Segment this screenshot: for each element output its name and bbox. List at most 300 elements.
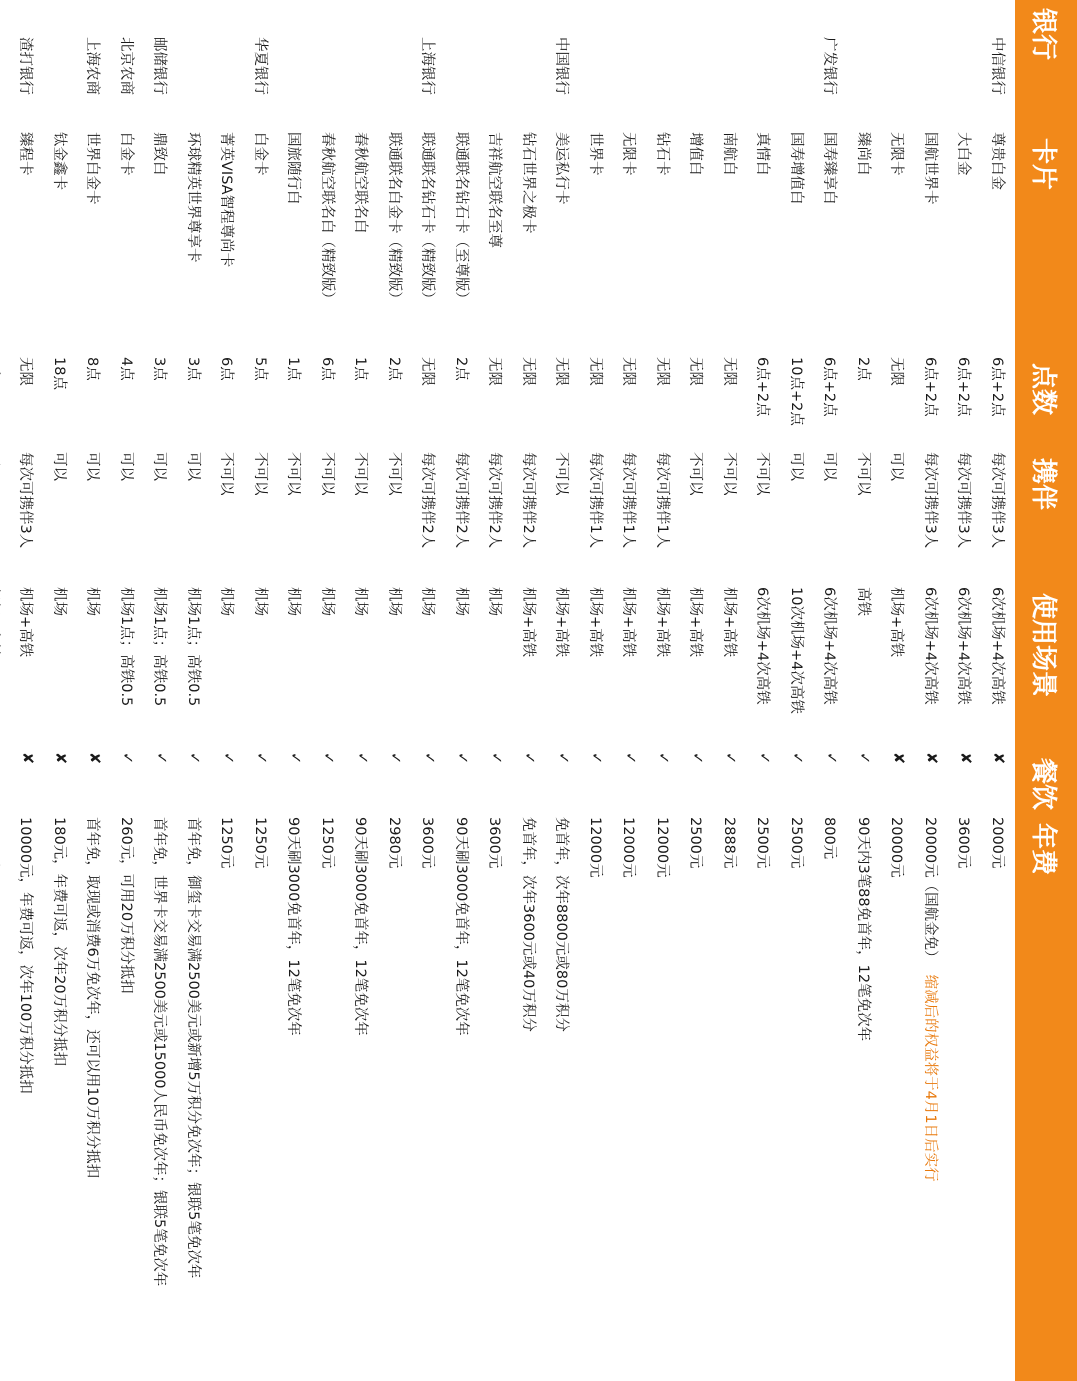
fee-cell-text: 免首年，次年3600元或40万积分 — [519, 817, 536, 1032]
companion-cell — [982, 450, 1016, 585]
usage-cell-text: 高铁 — [854, 587, 871, 616]
points-cell-text: 无限 — [519, 357, 536, 386]
usage-cell — [412, 585, 446, 750]
usage-cell-text: 机场 — [352, 587, 369, 616]
usage-cell — [982, 585, 1016, 750]
points-cell — [0, 355, 10, 450]
points-cell-text: 6点 — [218, 357, 235, 381]
fee-cell — [647, 815, 681, 1381]
card-cell — [379, 130, 413, 355]
usage-cell-text: 机场1点；高铁0.5 — [117, 587, 134, 707]
companion-cell — [178, 450, 212, 585]
bank-cell — [680, 0, 714, 130]
table-row — [77, 0, 111, 1381]
bank-cell — [546, 0, 580, 130]
fee-cell — [747, 815, 781, 1381]
points-cell-text: 无限 — [687, 357, 704, 386]
usage-cell — [0, 585, 10, 750]
fee-cell — [144, 815, 178, 1381]
card-cell — [714, 130, 748, 355]
companion-cell-text: 不可以 — [553, 452, 570, 496]
table-row — [613, 0, 647, 1381]
companion-cell — [144, 450, 178, 585]
table-row — [44, 0, 78, 1381]
dining-cell — [178, 750, 212, 815]
points-cell-text: 6点+2点 — [955, 357, 972, 417]
dining-cell-text: ✓ — [722, 752, 739, 765]
bank-cell — [982, 0, 1016, 130]
dining-cell-text: ✓ — [387, 752, 404, 765]
fee-cell — [680, 815, 714, 1381]
companion-cell-text: 每次可携伴2人 — [519, 452, 536, 549]
points-cell — [580, 355, 614, 450]
fee-cell — [546, 815, 580, 1381]
fee-cell-text: 2888元 — [720, 817, 737, 869]
points-cell-text: 无限 — [620, 357, 637, 386]
dining-cell-text: ✓ — [755, 752, 772, 765]
bank-cell-text: 北京农商 — [117, 37, 134, 95]
companion-cell — [278, 450, 312, 585]
usage-cell-text: 机场 — [285, 587, 302, 616]
fee-cell-text: 90天刷3000免首年，12笔免次年 — [452, 817, 469, 1036]
card-cell — [781, 130, 815, 355]
companion-cell — [714, 450, 748, 585]
usage-cell-text: 6次机场+4次高铁 — [955, 587, 972, 705]
card-cell-text: 美运私行卡 — [553, 132, 570, 205]
fee-cell — [446, 815, 480, 1381]
card-cell-text: 联通联名钻石卡（至尊版） — [452, 132, 469, 306]
points-cell-text: 2点 — [385, 357, 402, 381]
bank-cell — [44, 0, 78, 130]
points-cell — [546, 355, 580, 450]
companion-cell — [613, 450, 647, 585]
points-cell-text: 6点 — [318, 357, 335, 381]
dining-cell — [312, 750, 346, 815]
card-cell-text: 国寿增值白 — [787, 132, 804, 205]
fee-cell — [613, 815, 647, 1381]
points-cell-text: 无限 — [486, 357, 503, 386]
companion-cell — [77, 450, 111, 585]
bank-cell — [613, 0, 647, 130]
companion-cell-text: 不可以 — [754, 452, 771, 496]
bank-cell-text: 上海农商 — [84, 37, 101, 95]
companion-cell — [546, 450, 580, 585]
dining-cell-text: ✓ — [219, 752, 236, 765]
fee-cell-text: 首年免，世界卡交易满2500美元或15000人民币免次年；银联5笔免次年 — [151, 817, 168, 1287]
usage-cell-text: 机场+高铁 — [17, 587, 34, 658]
bank-cell — [580, 0, 614, 130]
points-cell-text: 无限 — [586, 357, 603, 386]
card-cell-text: 白金卡 — [117, 132, 134, 176]
fee-cell — [312, 815, 346, 1381]
fee-cell — [345, 815, 379, 1381]
bank-cell — [245, 0, 279, 130]
card-cell — [848, 130, 882, 355]
companion-cell — [44, 450, 78, 585]
dining-cell-text: ✓ — [454, 752, 471, 765]
dining-cell — [379, 750, 413, 815]
usage-cell — [211, 585, 245, 750]
fee-cell-text: 260元，可用20万积分抵扣 — [117, 817, 134, 994]
usage-cell-text: 机场 — [218, 587, 235, 616]
card-cell-text: 无限卡 — [620, 132, 637, 176]
card-cell — [513, 130, 547, 355]
dining-cell — [345, 750, 379, 815]
card-cell-text: 钻石世界之极卡 — [519, 132, 536, 234]
dining-cell — [647, 750, 681, 815]
usage-cell-text: 机场 — [419, 587, 436, 616]
points-cell — [446, 355, 480, 450]
usage-cell — [513, 585, 547, 750]
card-cell-text: 增值白 — [687, 132, 704, 176]
card-cell-text: 臻程卡 — [17, 132, 34, 176]
fee-cell — [479, 815, 513, 1381]
fee-cell-text: 20000元（国航金免） — [921, 817, 938, 965]
points-cell-text: 6点+2点 — [988, 357, 1005, 417]
dining-cell — [412, 750, 446, 815]
dining-cell — [680, 750, 714, 815]
card-cell-text: 联通联名钻石卡（精致版） — [419, 132, 436, 306]
header-card: 卡片 — [1028, 138, 1059, 191]
usage-cell — [915, 585, 949, 750]
dining-cell-text: ✘ — [18, 752, 35, 765]
points-cell — [781, 355, 815, 450]
fee-cell-text: 12000元 — [620, 817, 637, 878]
companion-cell — [211, 450, 245, 585]
usage-cell-text: 6次机场+4次高铁 — [921, 587, 938, 705]
card-cell — [345, 130, 379, 355]
fee-cell-text: 3600元 — [486, 817, 503, 869]
companion-cell — [747, 450, 781, 585]
dining-cell — [881, 750, 915, 815]
fee-cell-text: 1250元 — [218, 817, 235, 869]
fee-cell — [915, 815, 949, 1381]
dining-cell — [915, 750, 949, 815]
usage-cell-text: 机场 — [486, 587, 503, 616]
usage-cell — [10, 585, 44, 750]
card-cell — [580, 130, 614, 355]
dining-cell-text: ✓ — [186, 752, 203, 765]
points-cell-text: 无限 — [720, 357, 737, 386]
companion-cell-text: 可以 — [888, 452, 905, 481]
dining-cell — [10, 750, 44, 815]
companion-cell-text: 不可以 — [352, 452, 369, 496]
table-row — [379, 0, 413, 1381]
fee-cell-text: 3600元 — [419, 817, 436, 869]
companion-cell-text: 每次可携伴1人 — [620, 452, 637, 549]
fee-cell — [714, 815, 748, 1381]
usage-cell — [379, 585, 413, 750]
dining-cell-text: ✓ — [655, 752, 672, 765]
companion-cell-text: 可以 — [151, 452, 168, 481]
card-cell — [479, 130, 513, 355]
card-cell — [10, 130, 44, 355]
header-companion: 携伴 — [1028, 458, 1059, 511]
card-cell — [211, 130, 245, 355]
card-cell — [44, 130, 78, 355]
fee-cell — [513, 815, 547, 1381]
card-cell-text: 南航白 — [720, 132, 737, 176]
fee-cell — [77, 815, 111, 1381]
card-cell — [144, 130, 178, 355]
header-points: 点数 — [1028, 363, 1059, 416]
dining-cell-text: ✓ — [588, 752, 605, 765]
dining-cell-text: ✘ — [52, 752, 69, 765]
card-cell — [982, 130, 1016, 355]
fee-cell-text: 90天刷3000免首年，12笔免次年 — [352, 817, 369, 1036]
card-cell — [613, 130, 647, 355]
table-row — [781, 0, 815, 1381]
companion-cell-text: 每次可携伴1人 — [653, 452, 670, 549]
points-cell — [379, 355, 413, 450]
fee-cell — [379, 815, 413, 1381]
usage-cell-text: 机场+高铁 — [586, 587, 603, 658]
dining-cell-text: ✓ — [286, 752, 303, 765]
card-cell-text: 联通联名白金卡（精致版） — [385, 132, 402, 306]
card-cell — [278, 130, 312, 355]
table-row — [278, 0, 312, 1381]
dining-cell — [781, 750, 815, 815]
table-row — [345, 0, 379, 1381]
usage-cell-text: 机场 — [385, 587, 402, 616]
bank-cell — [111, 0, 145, 130]
dining-cell — [948, 750, 982, 815]
dining-cell-text: ✘ — [956, 752, 973, 765]
card-cell-text: 国旅随行白 — [285, 132, 302, 205]
dining-cell — [513, 750, 547, 815]
table-row — [814, 0, 848, 1381]
table-row — [848, 0, 882, 1381]
usage-cell — [613, 585, 647, 750]
companion-cell-text: 可以 — [84, 452, 101, 481]
points-cell — [44, 355, 78, 450]
companion-cell — [647, 450, 681, 585]
companion-cell — [479, 450, 513, 585]
companion-cell — [915, 450, 949, 585]
card-cell-text: 真情白 — [754, 132, 771, 176]
usage-cell-text: 6次机场+4次高铁 — [821, 587, 838, 705]
table-row — [647, 0, 681, 1381]
usage-cell — [77, 585, 111, 750]
table-row — [915, 0, 949, 1381]
usage-cell — [546, 585, 580, 750]
bank-cell-text: 渣打银行 — [17, 37, 34, 95]
fee-cell-text: 10000元，年费可返，次年100万积分抵扣 — [17, 817, 34, 1094]
bank-cell — [714, 0, 748, 130]
points-cell-text: 5点 — [251, 357, 268, 381]
points-cell — [412, 355, 446, 450]
companion-cell — [245, 450, 279, 585]
table-row — [982, 0, 1016, 1381]
fee-cell — [278, 815, 312, 1381]
bank-cell — [379, 0, 413, 130]
bank-cell-text: 中国银行 — [553, 37, 570, 95]
card-cell — [412, 130, 446, 355]
points-cell — [814, 355, 848, 450]
usage-cell-text: 机场 — [84, 587, 101, 616]
companion-cell — [680, 450, 714, 585]
companion-cell-text: 每次可携伴2人 — [419, 452, 436, 549]
companion-cell-text: 不可以 — [318, 452, 335, 496]
card-cell-text: 吉祥航空联名至尊 — [486, 132, 503, 248]
table-row — [245, 0, 279, 1381]
table-row — [680, 0, 714, 1381]
companion-cell — [881, 450, 915, 585]
bank-cell — [10, 0, 44, 130]
points-cell-text: 18点 — [50, 357, 67, 390]
usage-cell-text: 6次机场+4次高铁 — [754, 587, 771, 705]
fee-cell-text: 首年免，取现或消费6万免次年，还可以用10万积分抵扣 — [84, 817, 101, 1179]
companion-cell — [781, 450, 815, 585]
dining-cell — [982, 750, 1016, 815]
fee-cell — [0, 815, 10, 1381]
card-cell — [647, 130, 681, 355]
fee-cell — [245, 815, 279, 1381]
bank-cell — [479, 0, 513, 130]
companion-cell — [580, 450, 614, 585]
usage-cell — [881, 585, 915, 750]
points-cell — [211, 355, 245, 450]
dining-cell-text: ✘ — [85, 752, 102, 765]
dining-cell — [144, 750, 178, 815]
dining-cell — [714, 750, 748, 815]
dining-cell — [278, 750, 312, 815]
fee-note: 缩减后的权益将于4月1日后实行 — [921, 974, 938, 1182]
points-cell — [714, 355, 748, 450]
fee-cell-text: 3600元 — [955, 817, 972, 869]
table-row — [479, 0, 513, 1381]
table-row — [446, 0, 480, 1381]
usage-cell — [714, 585, 748, 750]
fee-cell-text: 180元，年费可返，次年20万积分抵扣 — [50, 817, 67, 1067]
card-cell — [312, 130, 346, 355]
companion-cell-text: 每次可携伴3人 — [988, 452, 1005, 549]
dining-cell — [77, 750, 111, 815]
dining-cell-text: ✓ — [420, 752, 437, 765]
points-cell — [245, 355, 279, 450]
bank-cell — [412, 0, 446, 130]
card-cell — [245, 130, 279, 355]
usage-cell — [747, 585, 781, 750]
header-bank: 银行 — [1028, 8, 1059, 61]
table-row — [881, 0, 915, 1381]
bank-cell-text: 上海银行 — [419, 37, 436, 95]
usage-cell — [647, 585, 681, 750]
usage-cell-text: 机场1点；高铁0.5 — [151, 587, 168, 707]
companion-cell-text: 不可以 — [251, 452, 268, 496]
points-cell — [647, 355, 681, 450]
card-cell — [814, 130, 848, 355]
fee-cell — [580, 815, 614, 1381]
table-header-row — [1015, 0, 1077, 1381]
header-dining: 餐饮 — [1028, 758, 1059, 811]
companion-cell-text: 可以 — [787, 452, 804, 481]
points-cell — [747, 355, 781, 450]
usage-cell-text: 机场+高铁 — [553, 587, 570, 658]
usage-cell-text: 机场 — [318, 587, 335, 616]
usage-cell — [111, 585, 145, 750]
points-cell-text: 3点 — [184, 357, 201, 381]
table-row — [747, 0, 781, 1381]
points-cell-text: 10点+2点 — [787, 357, 804, 426]
fee-cell — [982, 815, 1016, 1381]
bank-cell-text: 中信银行 — [988, 37, 1005, 95]
dining-cell — [44, 750, 78, 815]
bank-cell — [278, 0, 312, 130]
dining-cell-text: ✓ — [152, 752, 169, 765]
usage-cell — [948, 585, 982, 750]
card-cell — [446, 130, 480, 355]
card-cell-text: 鼎致白 — [151, 132, 168, 176]
fee-cell-text: 2500元 — [754, 817, 771, 869]
usage-cell-text: 机场+高铁 — [519, 587, 536, 658]
fee-cell — [211, 815, 245, 1381]
dining-cell — [211, 750, 245, 815]
usage-cell — [245, 585, 279, 750]
usage-cell-text: 机场1点；高铁0.5 — [184, 587, 201, 707]
bank-cell — [781, 0, 815, 130]
card-cell — [915, 130, 949, 355]
table-row — [546, 0, 580, 1381]
bank-cell — [345, 0, 379, 130]
points-cell-text: 无限 — [888, 357, 905, 386]
points-cell — [312, 355, 346, 450]
companion-cell-text: 每次可携伴1人 — [586, 452, 603, 549]
bank-cell — [915, 0, 949, 130]
usage-cell — [44, 585, 78, 750]
bank-cell — [848, 0, 882, 130]
dining-cell — [446, 750, 480, 815]
fee-cell-text: 2000元 — [988, 817, 1005, 869]
card-cell — [948, 130, 982, 355]
dining-cell — [0, 750, 10, 815]
companion-cell-text: 可以 — [821, 452, 838, 481]
points-cell — [881, 355, 915, 450]
table-row — [10, 0, 44, 1381]
usage-cell — [814, 585, 848, 750]
companion-cell-text: 每次可携伴3人 — [955, 452, 972, 549]
fee-cell — [881, 815, 915, 1381]
fee-cell-text: 1250元 — [251, 817, 268, 869]
fee-cell-text: 2980元 — [385, 817, 402, 869]
points-cell — [77, 355, 111, 450]
dining-cell-text: ✓ — [789, 752, 806, 765]
usage-cell-text: 机场+高铁 — [720, 587, 737, 658]
fee-cell-text: 800元 — [821, 817, 838, 860]
usage-cell-text: 机场+高铁 — [888, 587, 905, 658]
usage-cell — [312, 585, 346, 750]
card-cell-text: 菁英VISA智程尊尚卡 — [218, 132, 235, 268]
dining-cell — [613, 750, 647, 815]
points-cell — [613, 355, 647, 450]
points-cell-text: 6点+2点 — [821, 357, 838, 417]
card-cell — [546, 130, 580, 355]
companion-cell-text: 不可以 — [687, 452, 704, 496]
points-cell-text: 6点+2点 — [754, 357, 771, 417]
fee-cell-text: 1250元 — [318, 817, 335, 869]
points-cell — [111, 355, 145, 450]
points-cell-text: 无限 — [419, 357, 436, 386]
card-cell-text: 春秋航空联名白（精致版） — [318, 132, 335, 306]
companion-cell — [379, 450, 413, 585]
points-cell — [144, 355, 178, 450]
dining-cell — [580, 750, 614, 815]
card-cell-text: 尊贵白金 — [988, 132, 1005, 190]
usage-cell — [479, 585, 513, 750]
bank-cell — [0, 0, 10, 130]
card-cell-text: 世界白金卡 — [84, 132, 101, 205]
points-cell-text: 4点 — [117, 357, 134, 381]
